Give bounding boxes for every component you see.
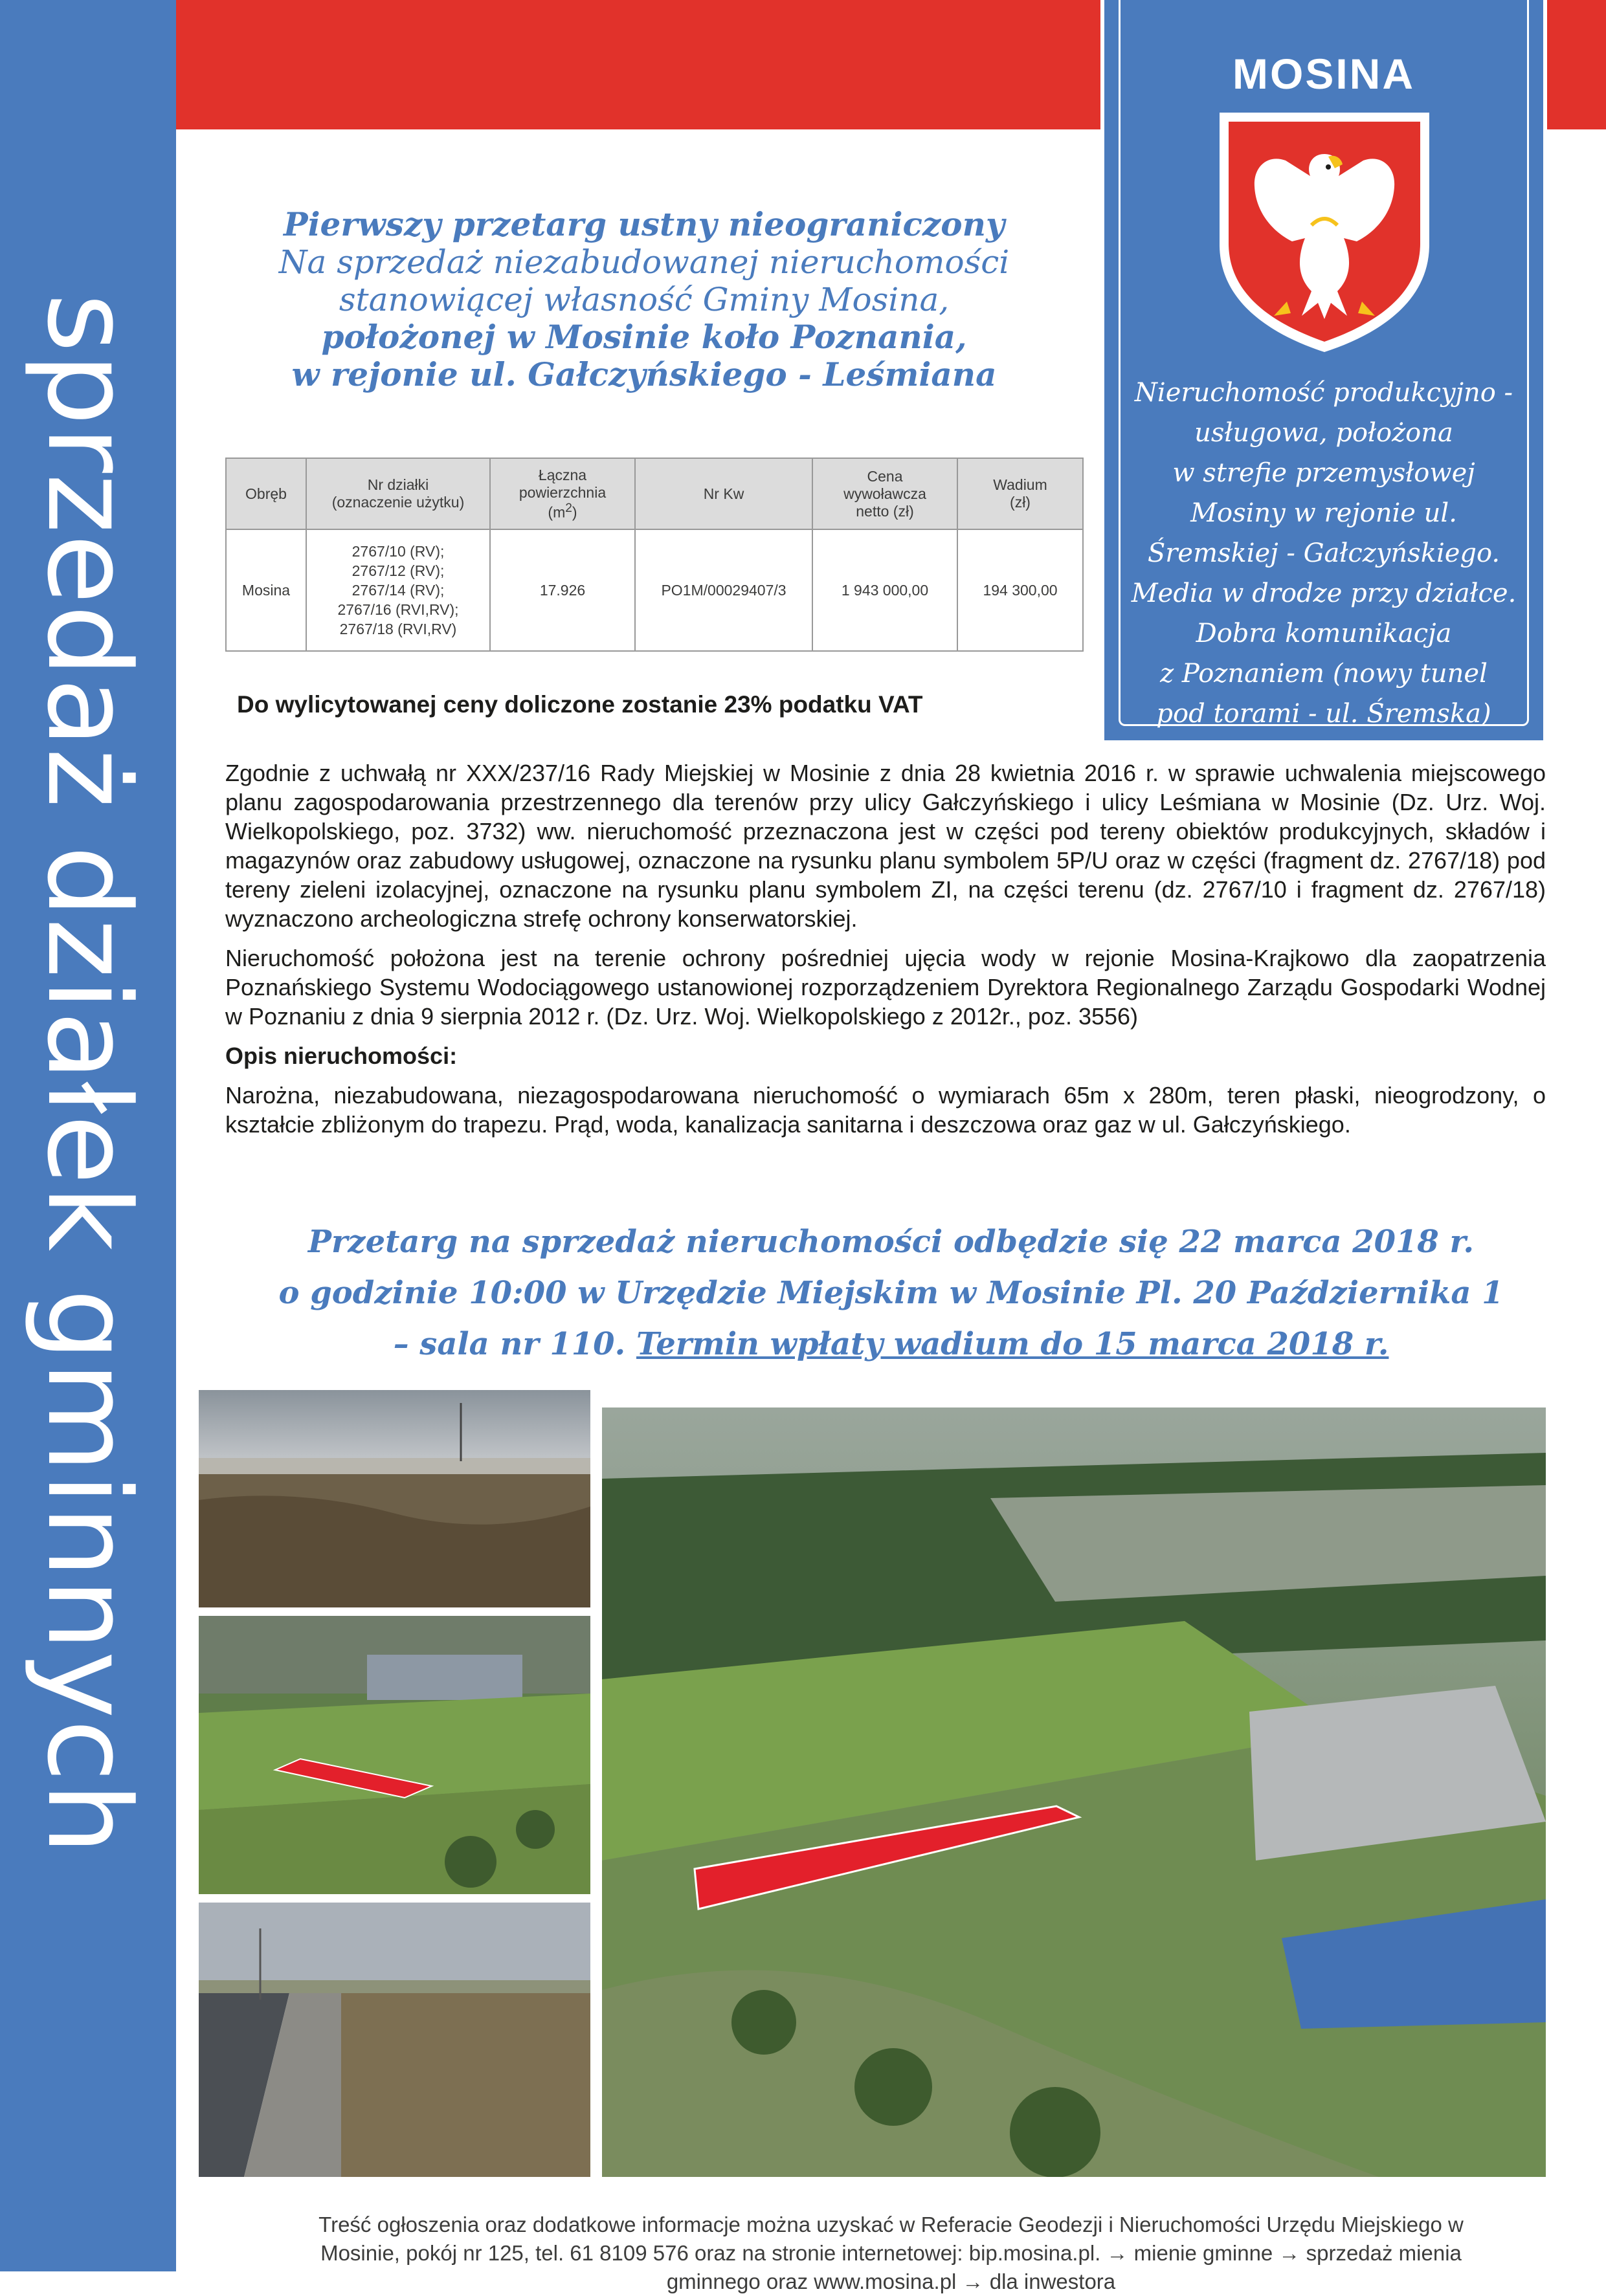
announcement-line-2: o godzinie 10:00 w Urzędzie Miejskim w Mosinie Pl. 20 Października 1 (278, 1275, 1504, 1311)
wadium-deadline: Termin wpłaty wadium do 15 marca 2018 r. (636, 1326, 1389, 1362)
heading-line-3: stanowiącej własność Gminy Mosina, (339, 281, 950, 318)
auction-heading (207, 206, 1081, 393)
cell-obreb: Mosina (226, 529, 306, 651)
side-band (0, 0, 176, 2271)
header-obreb: Obręb (226, 458, 306, 529)
header-nr-dzialki: Nr działki (oznaczenie użytku) (306, 458, 490, 529)
cell-cena: 1 943 000,00 (812, 529, 957, 651)
footer-info (176, 2211, 1606, 2296)
body-paragraph-2: Nieruchomość położona jest na terenie ochrony pośredniej ujęcia wody w rejonie Mosina-Krajkowo dla zaopatrzenia Poznańskiego Systemu Wodociągowego ustanowionej rozporządzeniem Dyrektora Regionalnego Zarządu Gospodarki Wodnej w Poznaniu z dnia 9 sierpnia 2012 r. (Dz. Urz. Woj. Wielkopolskiego z 2012r., poz. 3556) (225, 945, 1546, 1030)
auction-announcement (176, 1217, 1606, 1370)
body-paragraph-1: Zgodnie z uchwałą nr XXX/237/16 Rady Miejskiej w Mosinie z dnia 28 kwietnia 2016 r. w sprawie uchwalenia miejscowego planu zagospodarowania przestrzennego dla terenów przy ulicy Gałczyńskiego i ulicy Leśmiana w Mosinie (Dz. Urz. Woj. Wielkopolskiego, poz. 3732) ww. nieruchomość przeznaczona jest w części pod tereny obiektów produkcyjnych, składów i magazynów oraz zabudowy usługowej, oznaczone na rysunku planu symbolem 5P/U oraz w części (fragment dz. 2767/18) pod tereny zieleni izolacyjnej, oznaczone na rysunku planu symbolem ZI, na części terenu (dz. 2767/10 i fragment dz. 2767/18) wyznaczono archeologiczna strefę ochrony konserwatorskiej. (225, 760, 1546, 932)
vat-note: Do wylicytowanej ceny doliczone zostanie 23% podatku VAT (237, 691, 923, 718)
heading-line-4: położonej w Mosinie koło Poznania, (321, 318, 967, 356)
photo-aerial-small (199, 1616, 590, 1894)
heading-line-2: Na sprzedaż niezabudowanej nieruchomości (278, 243, 1010, 281)
cell-dzialki: 2767/10 (RV); 2767/12 (RV); 2767/14 (RV); 2767/16 (RVI,RV); 2767/18 (RVI,RV) (306, 529, 490, 651)
cell-powierzchnia: 17.926 (490, 529, 635, 651)
body-text (225, 758, 1546, 1149)
header-powierzchnia: Łączna powierzchnia $(m^2)$ (490, 458, 635, 529)
opis-text: Narożna, niezabudowana, niezagospodarowana nieruchomość o wymiarach 65m x 280m, teren płaski, nieogrodzony, o kształcie zbliżonym do trapezu. Prąd, woda, kanalizacja sanitarna i deszczowa oraz gaz w ul. Gałczyńskiego. (225, 1082, 1546, 1138)
table-header-row (226, 458, 1083, 529)
cell-nr-kw: PO1M/00029407/3 (635, 529, 812, 651)
photo-field-winter (199, 1390, 590, 1607)
footer-line-1: Treść ogłoszenia oraz dodatkowe informacje można uzyskać w Referacie Geodezji i Nieruchomości Urzędu Miejskiego w (318, 2213, 1464, 2236)
header-wadium: Wadium (zł) (957, 458, 1083, 529)
photo-aerial-large (602, 1407, 1546, 2177)
heading-line-1: Pierwszy przetarg ustny nieograniczony (283, 205, 1005, 243)
badge-description: Nieruchomość produkcyjno - usługowa, położona w strefie przemysłowej Mosiny w rejonie ul. Śremskiej - Gałczyńskiego. Media w drodze przy działce. Dobra komunikacja z Poznaniem (nowy tunel pod torami - ul. Śremska) (1131, 378, 1517, 729)
footer-line-3: gminnego oraz www.mosina.pl → dla inwestora (666, 2269, 1116, 2293)
property-table (225, 458, 1084, 652)
header-nr-kw: Nr Kw (635, 458, 812, 529)
announcement-line-3: – sala nr 110. Termin wpłaty wadium do 15 marca 2018 r. (393, 1326, 1389, 1362)
table-row (226, 529, 1083, 651)
mosina-badge (1100, 0, 1547, 744)
photo-road-winter (199, 1903, 590, 2177)
header-cena: Cena wywoławcza netto (zł) (812, 458, 957, 529)
badge-town-name: MOSINA (1232, 50, 1415, 98)
cell-wadium: 194 300,00 (957, 529, 1083, 651)
footer-line-2: Mosinie, pokój nr 125, tel. 61 8109 576 oraz na stronie internetowej: bip.mosina.pl. → mienie gminne → sprzedaż mienia (320, 2241, 1462, 2265)
announcement-line-1: Przetarg na sprzedaż nieruchomości odbędzie się 22 marca 2018 r. (307, 1224, 1475, 1260)
side-title: sprzedaż działek gminnych (22, 293, 155, 1855)
mosina-coat-of-arms-icon (1214, 109, 1434, 355)
heading-line-5: w rejonie ul. Gałczyńskiego - Leśmiana (291, 355, 997, 393)
opis-heading: Opis nieruchomości: (225, 1043, 458, 1069)
